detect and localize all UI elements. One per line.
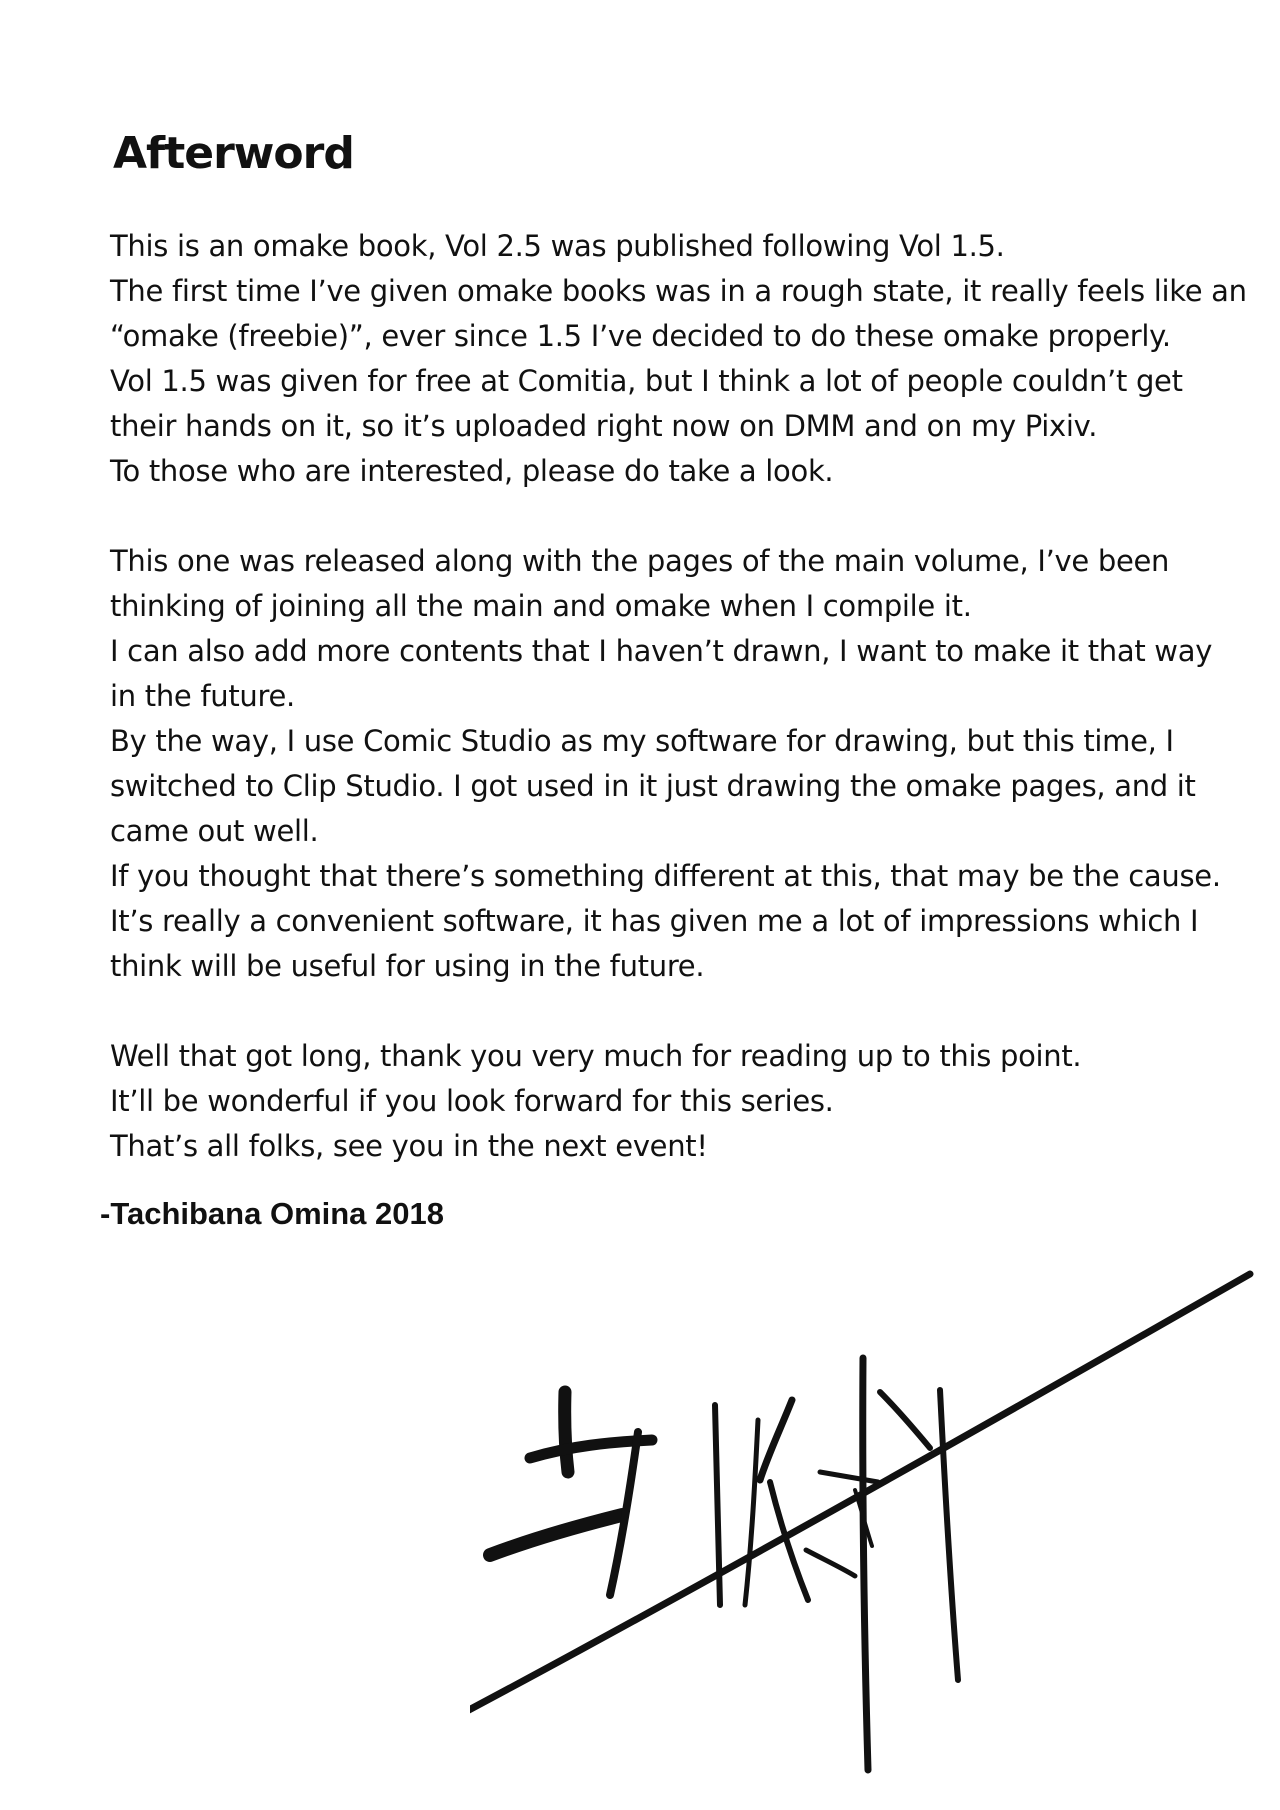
text-line: It’s really a convenient software, it has given me a lot of impressions which I	[110, 904, 1199, 938]
text-line: If you thought that there’s something different at this, that may be the cause.	[110, 859, 1221, 893]
signature-stroke	[806, 1550, 855, 1576]
text-line: I can also add more contents that I haven’t drawn, I want to make it that way	[110, 634, 1213, 668]
paragraph-2	[110, 539, 1250, 989]
text-line: Well that got long, thank you very much for reading up to this point.	[110, 1039, 1082, 1073]
paragraph-1	[110, 224, 1250, 494]
signature-strokes	[470, 1274, 1250, 1770]
handwritten-signature	[470, 1250, 1270, 1810]
signature-stroke	[745, 1420, 758, 1605]
paragraph-spacer	[110, 989, 1250, 1034]
paragraph-3	[110, 1034, 1250, 1169]
text-line: switched to Clip Studio. I got used in it just drawing the omake pages, and it	[110, 769, 1196, 803]
signature-stroke	[863, 1358, 868, 1770]
text-line: It’ll be wonderful if you look forward for this series.	[110, 1084, 834, 1118]
text-line: By the way, I use Comic Studio as my software for drawing, but this time, I	[110, 724, 1174, 758]
paragraph-spacer	[110, 494, 1250, 539]
signature-stroke	[880, 1392, 930, 1448]
text-line: This is an omake book, Vol 2.5 was published following Vol 1.5.	[110, 229, 1005, 263]
text-line: in the future.	[110, 679, 295, 713]
text-line: came out well.	[110, 814, 319, 848]
text-line: That’s all folks, see you in the next event!	[110, 1129, 708, 1163]
text-line: The first time I’ve given omake books was in a rough state, it really feels like an	[110, 274, 1247, 308]
signature-stroke	[490, 1515, 622, 1555]
text-line: their hands on it, so it’s uploaded right now on DMM and on my Pixiv.	[110, 409, 1098, 443]
signature-stroke	[940, 1390, 958, 1680]
signature-stroke	[565, 1392, 568, 1472]
page-title: Afterword	[113, 128, 354, 179]
author-signoff: -Tachibana Omina 2018	[100, 1196, 444, 1231]
text-line: “omake (freebie)”, ever since 1.5 I’ve decided to do these omake properly.	[110, 319, 1171, 353]
signature-stroke	[820, 1472, 878, 1482]
text-line: think will be useful for using in the future.	[110, 949, 705, 983]
signature-stroke	[760, 1400, 792, 1480]
text-line: Vol 1.5 was given for free at Comitia, but I think a lot of people couldn’t get	[110, 364, 1183, 398]
text-line: This one was released along with the pages of the main volume, I’ve been	[110, 544, 1170, 578]
text-line: thinking of joining all the main and omake when I compile it.	[110, 589, 972, 623]
text-line: To those who are interested, please do take a look.	[110, 454, 834, 488]
afterword-body	[110, 224, 1250, 1169]
